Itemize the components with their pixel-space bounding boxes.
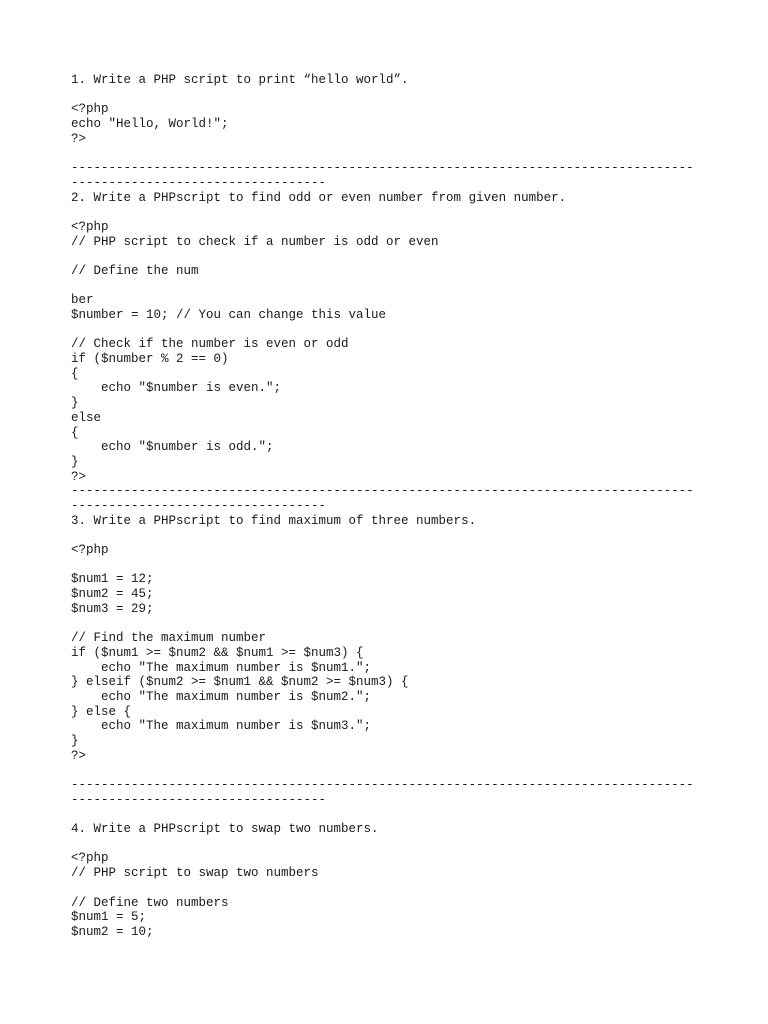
document-line: else (71, 410, 102, 425)
document-line: echo "The maximum number is $num1."; (71, 660, 372, 675)
document-line: if ($number % 2 == 0) (71, 352, 229, 367)
document-line: echo "The maximum number is $num3."; (71, 719, 372, 734)
document-line: echo "$number is odd."; (71, 440, 274, 455)
document-line: $num2 = 10; (71, 924, 154, 939)
document-line: } (71, 396, 79, 411)
document-line: } else { (71, 704, 132, 719)
document-line: echo "$number is even."; (71, 381, 282, 396)
document-line: <?php (71, 219, 109, 234)
document-line (71, 528, 711, 543)
document-line: { (71, 425, 79, 440)
document-line (71, 205, 711, 220)
document-line: } elseif ($num2 >= $num1 && $num2 >= $num3) { (71, 675, 409, 690)
document-line: ---------------------------------- (71, 175, 327, 190)
document-line: ----------------------------------------------------------------------------------- (71, 484, 694, 499)
document-line: { (71, 366, 79, 381)
document-line: $num1 = 12; (71, 572, 154, 587)
document-line: ---------------------------------- (71, 498, 327, 513)
document-line: // PHP script to check if a number is odd or even (71, 234, 439, 249)
document-line: <?php (71, 851, 109, 866)
document-line: // Check if the number is even or odd (71, 337, 349, 352)
document-line (71, 146, 711, 161)
document-line: echo "Hello, World!"; (71, 117, 229, 132)
document-line: if ($num1 >= $num2 && $num1 >= $num3) { (71, 645, 364, 660)
document-line: <?php (71, 102, 109, 117)
document-line: ---------------------------------- (71, 792, 327, 807)
document-line: 4. Write a PHPscript to swap two numbers. (71, 822, 379, 837)
document-line: // Find the maximum number (71, 631, 267, 646)
document-line: $number = 10; // You can change this value (71, 308, 387, 322)
document-line (71, 616, 711, 631)
document-line: ?> (71, 469, 87, 484)
document-line (71, 837, 711, 852)
document-line: 1. Write a PHP script to print “hello world”. (71, 73, 409, 87)
document-line: // Define two numbers (71, 895, 229, 910)
document-line (71, 279, 711, 294)
document-line: ?> (71, 748, 87, 763)
document-page (71, 73, 711, 940)
document-line (71, 807, 711, 822)
document-line: } (71, 733, 79, 748)
document-line: $num2 = 45; (71, 587, 154, 602)
document-line (71, 249, 711, 264)
document-line: 3. Write a PHPscript to find maximum of three numbers. (71, 513, 477, 528)
document-line: // Define the num (71, 263, 199, 278)
document-line: echo "The maximum number is $num2."; (71, 689, 372, 704)
document-line: // PHP script to swap two numbers (71, 866, 319, 881)
document-line: <?php (71, 543, 109, 557)
document-line: ber (71, 293, 94, 308)
document-line (71, 88, 711, 103)
document-line: 2. Write a PHPscript to find odd or even number from given number. (71, 190, 567, 205)
document-line: $num3 = 29; (71, 601, 154, 616)
document-line (71, 763, 711, 778)
document-line (71, 558, 711, 573)
document-line: ?> (71, 131, 87, 146)
document-line (71, 323, 711, 338)
document-line: $num1 = 5; (71, 910, 147, 925)
document-line (71, 881, 711, 896)
document-line: } (71, 454, 79, 469)
document-line: ----------------------------------------------------------------------------------- (71, 778, 694, 792)
document-line: ----------------------------------------------------------------------------------- (71, 161, 694, 176)
